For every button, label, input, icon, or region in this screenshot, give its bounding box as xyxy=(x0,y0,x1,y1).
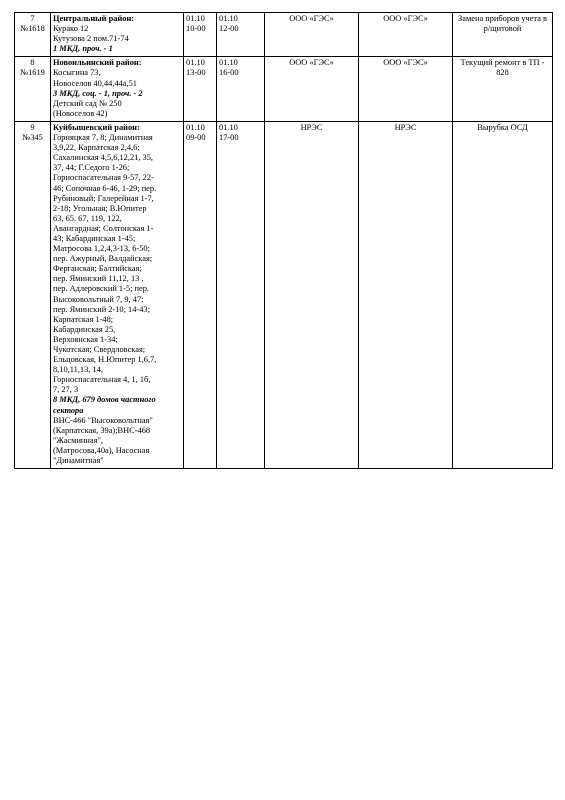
table-row xyxy=(15,121,553,468)
executor-cell: ООО «ГЭС» xyxy=(359,57,453,122)
executor-cell: НРЭС xyxy=(359,121,453,468)
start-date: 01.10 xyxy=(186,122,205,132)
building-summary: 8 МКД, 679 домов частного сектора xyxy=(53,395,156,415)
row-number-cell xyxy=(15,121,51,468)
request-number: №1619 xyxy=(20,68,45,78)
district-name: Куйбышевский район: xyxy=(53,122,140,132)
building-summary: 3 МКД, соц. - 1, проч. - 2 xyxy=(53,88,143,98)
end-date: 01.10 xyxy=(219,14,238,23)
address-cell xyxy=(51,57,184,122)
executor-cell: ООО «ГЭС» xyxy=(359,13,453,57)
start-time: 09-00 xyxy=(186,133,206,143)
outage-schedule-table xyxy=(14,12,553,469)
end-time: 12-00 xyxy=(219,24,239,34)
address-list: Косыгина 73, Новоселов 40,44,44а,51 xyxy=(53,68,137,88)
request-number: №345 xyxy=(22,133,43,143)
start-date: 01.10 xyxy=(186,14,205,23)
end-date: 01.10 xyxy=(219,58,238,68)
address-cell xyxy=(51,13,184,57)
start-cell xyxy=(184,57,217,122)
district-name: Новоильинский район: xyxy=(53,58,142,68)
table-row xyxy=(15,13,553,57)
pump-station-list: ВНС-466 "Высоковольтная" (Карпатская, 39а);ВНС-468 "Жасминная", (Матросова,40а), Насосная "Динамитная" xyxy=(53,415,153,466)
start-cell xyxy=(184,13,217,57)
row-index: 7 xyxy=(30,14,35,23)
organization-cell: ООО «ГЭС» xyxy=(265,57,359,122)
address-cell xyxy=(51,121,184,468)
end-cell xyxy=(217,13,265,57)
end-cell xyxy=(217,121,265,468)
address-list: Курако 12 Кутузова 2 пом.71-74 xyxy=(53,24,129,44)
building-summary: 1 МКД, проч. - 1 xyxy=(53,44,113,54)
social-object-list: Детский сад № 250 (Новоселов 42) xyxy=(53,98,122,118)
start-time: 10-00 xyxy=(186,24,206,34)
work-description-cell: Вырубка ОСД xyxy=(453,121,553,468)
start-cell xyxy=(184,121,217,468)
start-date: 01.10 xyxy=(186,58,205,68)
organization-cell: НРЭС xyxy=(265,121,359,468)
end-time: 17-00 xyxy=(219,133,239,143)
row-index: 8 xyxy=(30,58,35,68)
start-time: 13-00 xyxy=(186,68,206,78)
address-list: Горняцкая 7, 8; Динамитная 3,9,22, Карпатская 2,4,6; Сахалинская 4,5,6,12,21, 35, 37, 44; Г.Седого 1-26; Горноспасательная 9-57, 22- 46; Сопочная 6-46, 1-29; пер. Рубиновый; Галерейная 1-7, 2-18; Угольная; В.Юпитер 63, 65. 67, 119, 122, Авангардная; Солтонская 1- 43; Кабардинская 1-45; Матросова 1,2,4,3-13, 6-50; пер. Ажурный, Валдайская; Ферганская; Балтийская; пер. Яминский 11,12, 13 , пер. Адлеровский 1-5; пер. Высоковольтный 7, 9, 47; пер. Яминский 2-10; 14-43; Карпатская 1-48; Кабардинская 25, Верхоянская 1-34; Чукотская; Свердловская; Ельцовская, Н.Юпитер 1,6,7, 8,10,11,13, 14, Горноспасательная 4, 1, 1б, 7, 27, 3 xyxy=(53,133,157,395)
district-name: Центральный район: xyxy=(53,14,135,23)
end-time: 16-00 xyxy=(219,68,239,78)
request-number: №1618 xyxy=(20,24,45,34)
organization-cell: ООО «ГЭС» xyxy=(265,13,359,57)
table-row xyxy=(15,57,553,122)
end-cell xyxy=(217,57,265,122)
end-date: 01.10 xyxy=(219,122,238,132)
work-description-cell: Текущий ремонт в ТП - 828 xyxy=(453,57,553,122)
row-number-cell xyxy=(15,57,51,122)
work-description-cell: Замена приборов учета в р/щитовой xyxy=(453,13,553,57)
row-number-cell xyxy=(15,13,51,57)
row-index: 9 xyxy=(30,122,35,132)
